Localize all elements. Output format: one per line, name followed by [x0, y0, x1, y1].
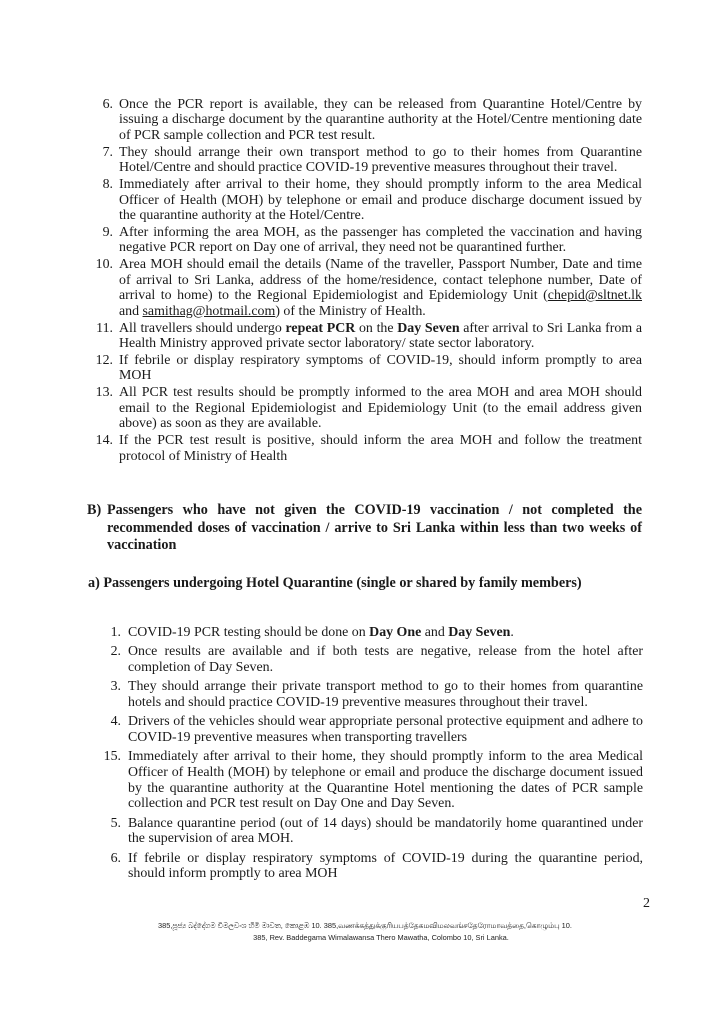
item-text-part: All travellers should undergo	[119, 320, 286, 336]
list-item	[0, 749, 722, 811]
list-item	[0, 851, 722, 882]
item-text-part: and	[119, 303, 143, 319]
item-text: Once the PCR report is available, they can be released from Quarantine Hotel/Centre by issuing a discharge document by the quarantine authority at the Hotel/Centre mentioning date of PCR sample collection and PCR test result.	[119, 97, 642, 143]
item-text: Immediately after arrival to their home, they should promptly inform to the area Medical Officer of Health (MOH) by telephone or email and produce discharge document issued by the quarantine authority at the Hotel/Centre.	[119, 177, 642, 224]
item-number: 7.	[102, 144, 113, 160]
item-number: 14.	[95, 433, 113, 449]
list-item	[0, 385, 722, 431]
list-item	[0, 625, 722, 641]
item-text: Drivers of the vehicles should wear appropriate personal protective equipment and adhere to COVID-19 preventive measures when transporting travellers	[128, 714, 643, 745]
list-item	[0, 353, 722, 384]
section-label: B)	[87, 502, 102, 518]
subsection-heading: a) Passengers undergoing Hotel Quarantine (single or shared by family members)	[88, 575, 582, 591]
item-number: 6.	[110, 850, 121, 866]
item-number: 12.	[95, 353, 113, 369]
item-text: After informing the area MOH, as the passenger has completed the vaccination and having negative PCR report on Day one of arrival, they need not be quarantined further.	[119, 225, 642, 256]
list-item	[0, 321, 722, 352]
item-number: 10.	[95, 257, 113, 273]
item-text-part: and	[421, 625, 449, 640]
email-link-chepid[interactable]: chepid@sltnet.lk	[547, 288, 642, 304]
list-item	[0, 97, 722, 143]
footer-address	[0, 920, 722, 944]
list-item	[0, 257, 722, 319]
item-number: 5.	[110, 815, 121, 831]
item-number: 15.	[103, 749, 121, 765]
item-text-part: ) of the Ministry of Health.	[275, 303, 426, 319]
item-number: 11.	[96, 320, 113, 336]
item-text: Immediately after arrival to their home, they should promptly inform to the area Medical Officer of Health (MOH) by telephone or email and produce the discharge document issued by the quarantine authority at the Quarantine Hotel mentioning the dates of PCR sample collection and PCR test result on Day One and Day Seven.	[128, 749, 643, 812]
item-text	[128, 625, 643, 641]
item-text	[119, 321, 642, 352]
item-text-part: COVID-19 PCR testing should be done on	[128, 625, 370, 640]
section-b-heading	[87, 502, 647, 555]
list-item	[0, 433, 722, 464]
item-text-part: .	[510, 625, 514, 640]
bold-emphasis: Day Seven	[397, 320, 460, 336]
item-text-part: on the	[355, 320, 398, 336]
item-text: Balance quarantine period (out of 14 days) should be mandatorily home quarantined under the supervision of area MOH.	[128, 815, 643, 847]
footer-address-local: 385,පූජ්‍ය බද්දේගම විමලවංශ හිමි මාවත, කොළඹ 10. 385,வணக்கத்துக்குரியபத்தேகமவிமலவங்சதேரோமாவத்தை,கொழும்பு 10.	[158, 921, 572, 930]
email-link-samithag[interactable]: samithag@hotmail.com	[142, 303, 276, 319]
list-item	[0, 177, 722, 223]
instructions-list-continued	[0, 97, 722, 466]
item-text: Once results are available and if both tests are negative, release from the hotel after completion of Day Seven.	[128, 644, 643, 675]
item-text: If febrile or display respiratory symptoms of COVID-19 during the quarantine period, should inform promptly to area MOH	[128, 850, 643, 882]
page-number: 2	[643, 896, 650, 911]
item-number: 3.	[110, 679, 121, 695]
item-text: They should arrange their private transport method to go to their homes from quarantine hotels and should practice COVID-19 preventive measures throughout their travel.	[128, 679, 643, 710]
item-number: 6.	[102, 97, 113, 112]
hotel-quarantine-list	[0, 625, 722, 885]
item-text-part: after arrival to Sri Lanka from a Health Ministry approved private sector laboratory/ state sector laboratory.	[119, 320, 642, 352]
item-number: 4.	[110, 714, 121, 730]
list-item	[0, 816, 722, 847]
item-text: They should arrange their own transport method to go to their homes from Quarantine Hotel/Centre and should practice COVID-19 preventive measures throughout their travel.	[119, 144, 642, 176]
list-item	[0, 225, 722, 256]
item-text: If the PCR test result is positive, should inform the area MOH and follow the treatment protocol of Ministry of Health	[119, 433, 642, 464]
item-number: 9.	[102, 225, 113, 241]
item-text: All PCR test results should be promptly informed to the area MOH and area MOH should email to the Regional Epidemiologist and Epidemiology Unit (to the email address given above) as soon as they are available.	[119, 385, 642, 432]
item-number: 1.	[110, 625, 121, 640]
bold-emphasis: repeat PCR	[285, 320, 356, 336]
item-number: 8.	[102, 177, 113, 193]
footer-address-english: 385, Rev. Baddegama Wimalawansa Thero Mawatha, Colombo 10, Sri Lanka.	[253, 933, 509, 942]
item-number: 2.	[110, 644, 121, 660]
list-item	[0, 644, 722, 675]
bold-emphasis: Day One	[369, 625, 422, 640]
item-text: If febrile or display respiratory symptoms of COVID-19, should inform promptly to area MOH	[119, 353, 642, 384]
list-item	[0, 714, 722, 745]
section-title: Passengers who have not given the COVID-19 vaccination / not completed the recommended doses of vaccination / arrive to Sri Lanka within less than two weeks of vaccination	[107, 502, 642, 554]
bold-emphasis: Day Seven	[448, 625, 511, 640]
item-text	[119, 257, 642, 319]
list-item	[0, 679, 722, 710]
item-number: 13.	[95, 385, 113, 401]
list-item	[0, 145, 722, 176]
item-text-part: Area MOH should email the details (Name of the traveller, Passport Number, Date and time of arrival to Sri Lanka, address of the home/residence, contact telephone number, Date of arrival to home) to the Regional Epidemiologist and Epidemiology Unit (	[119, 257, 642, 304]
